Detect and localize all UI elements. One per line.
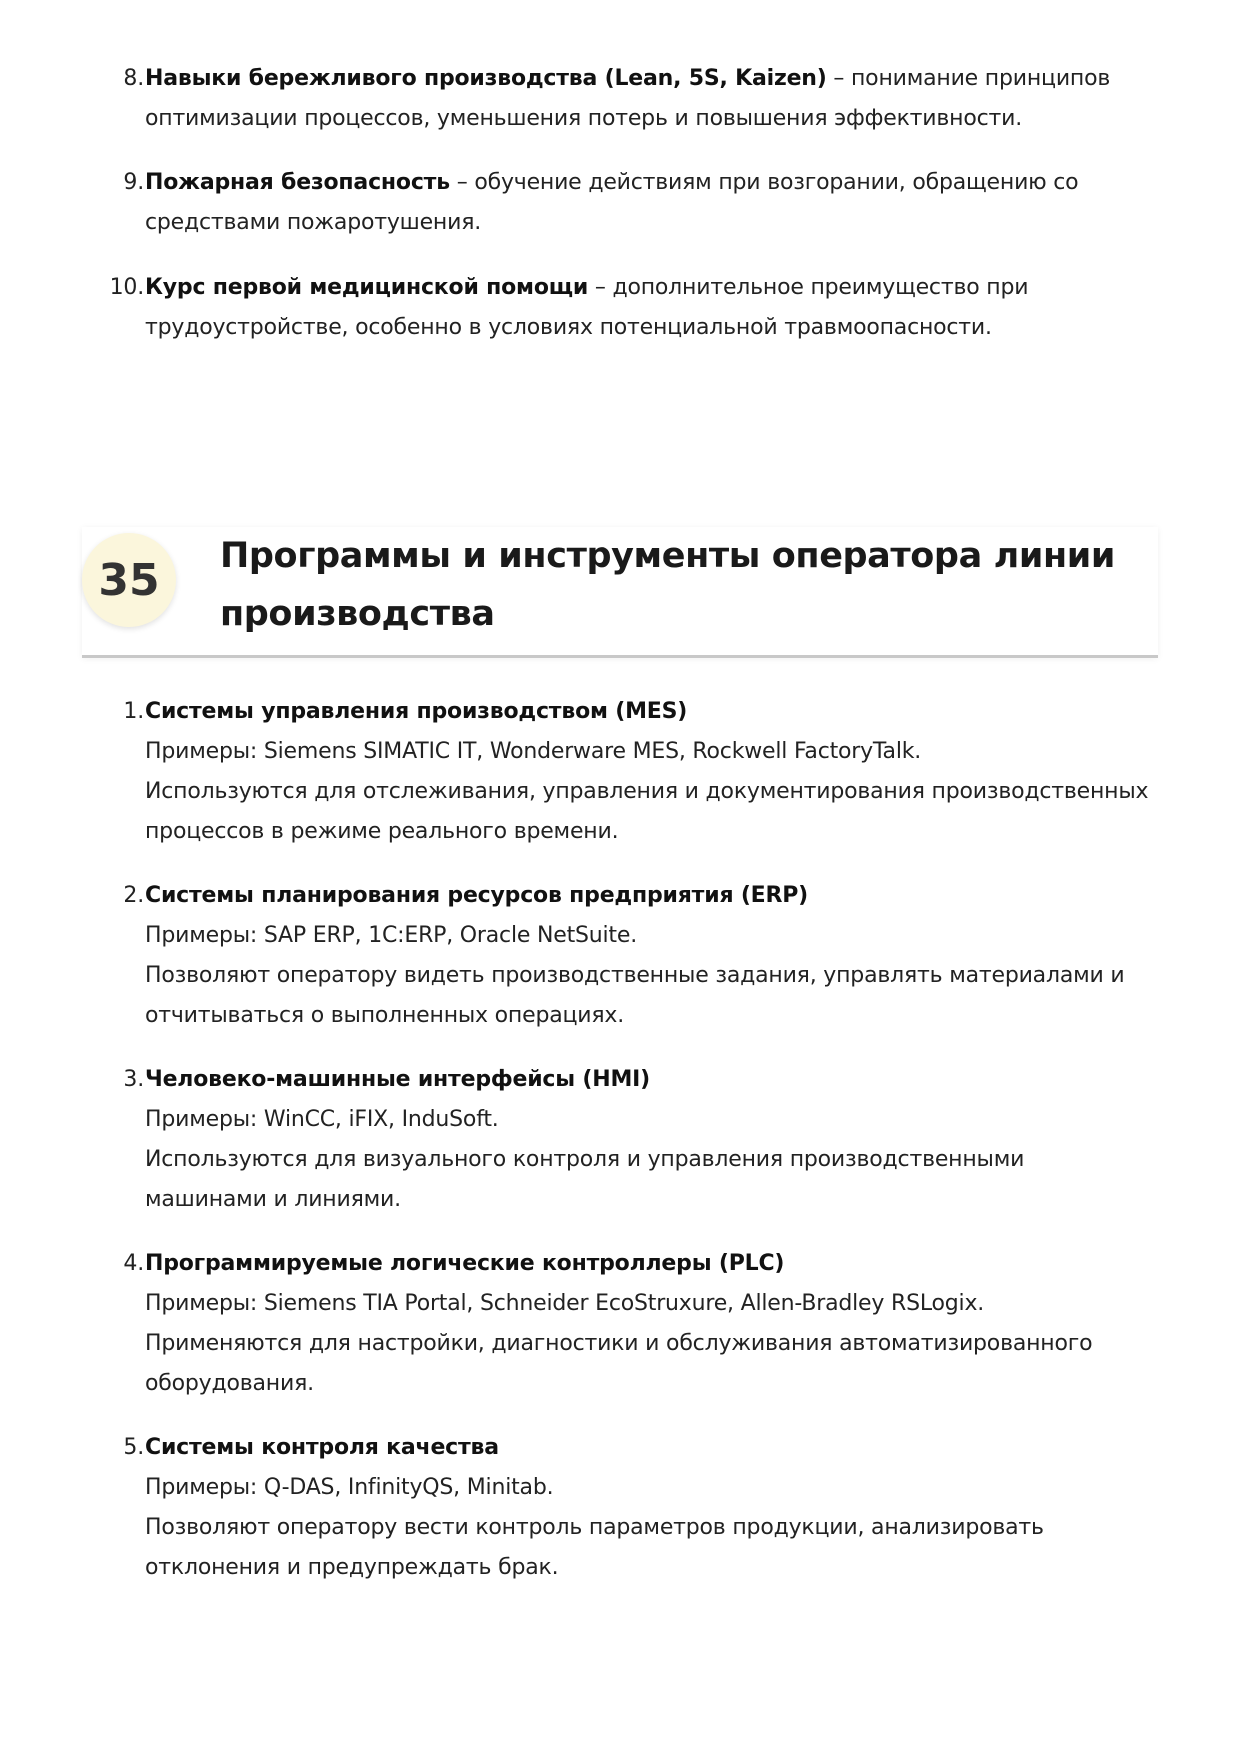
- list-item-desc: – обучение действиям при возгорании, обращению со: [449, 170, 1079, 195]
- list-item-desc-cont: оборудования.: [145, 1371, 314, 1396]
- section-header: [82, 527, 1158, 658]
- list-item-desc-cont: машинами и линиями.: [145, 1187, 401, 1212]
- list-number: 8.: [123, 66, 144, 91]
- list-item-desc: – дополнительное преимущество при: [588, 275, 1029, 300]
- list-item-desc-cont: оптимизации процессов, уменьшения потерь и повышения эффективности.: [145, 106, 1022, 131]
- section-title-line: производства: [220, 594, 495, 634]
- list-number: 1.: [123, 699, 144, 724]
- list-item-title: Пожарная безопасность: [145, 170, 450, 195]
- list-item: [123, 163, 1155, 243]
- list-item-desc-cont: отчитываться о выполненных операциях.: [145, 1003, 625, 1028]
- list-item-title: Системы управления производством (MES): [145, 699, 688, 724]
- list-number: 3.: [123, 1067, 144, 1092]
- list-item: [123, 1428, 1155, 1588]
- list-item-desc: Позволяют оператору вести контроль параметров продукции, анализировать: [145, 1515, 1044, 1540]
- list-item-title: Системы контроля качества: [145, 1435, 499, 1460]
- list-item-examples: Примеры: Q-DAS, InfinityQS, Minitab.: [145, 1475, 554, 1500]
- list-item-title: Человеко-машинные интерфейсы (HMI): [145, 1067, 651, 1092]
- list-item-title: Системы планирования ресурсов предприятия (ERP): [145, 883, 809, 908]
- list-item-desc: Используются для отслеживания, управления и документирования производственных: [145, 779, 1149, 804]
- list-item-examples: Примеры: Siemens SIMATIC IT, Wonderware MES, Rockwell FactoryTalk.: [145, 739, 922, 764]
- list-number: 10.: [109, 275, 144, 300]
- list-item-desc: Используются для визуального контроля и управления производственными: [145, 1147, 1025, 1172]
- list-item: [123, 1060, 1155, 1220]
- section-title-line: Программы и инструменты оператора линии: [220, 536, 1115, 576]
- list-item-title: Программируемые логические контроллеры (PLC): [145, 1251, 785, 1276]
- list-item-title: Курс первой медицинской помощи: [145, 275, 589, 300]
- list-item: [109, 268, 1155, 348]
- list-item: [123, 876, 1155, 1036]
- section-number-badge: 35: [82, 533, 176, 627]
- list-item-desc-cont: процессов в режиме реального времени.: [145, 819, 619, 844]
- list-item: [123, 59, 1155, 139]
- list-item: [123, 692, 1155, 852]
- list-item-title: Навыки бережливого производства (Lean, 5S, Kaizen): [145, 66, 827, 91]
- list-item-desc-cont: отклонения и предупреждать брак.: [145, 1555, 559, 1580]
- list-number: 2.: [123, 883, 144, 908]
- list-number: 9.: [123, 170, 144, 195]
- list-item-desc-cont: трудоустройстве, особенно в условиях потенциальной травмоопасности.: [145, 315, 992, 340]
- section-title: [220, 527, 1120, 643]
- list-number: 5.: [123, 1435, 144, 1460]
- list-item-desc: – понимание принципов: [826, 66, 1111, 91]
- list-item-desc: Позволяют оператору видеть производственные задания, управлять материалами и: [145, 963, 1125, 988]
- list-item: [123, 1244, 1155, 1404]
- list-item-examples: Примеры: Siemens TIA Portal, Schneider EcoStruxure, Allen-Bradley RSLogix.: [145, 1291, 985, 1316]
- list-item-examples: Примеры: SAP ERP, 1С:ERP, Oracle NetSuite.: [145, 923, 637, 948]
- list-item-desc: Применяются для настройки, диагностики и обслуживания автоматизированного: [145, 1331, 1093, 1356]
- list-item-desc-cont: средствами пожаротушения.: [145, 210, 482, 235]
- list-item-examples: Примеры: WinCC, iFIX, InduSoft.: [145, 1107, 499, 1132]
- list-number: 4.: [123, 1251, 144, 1276]
